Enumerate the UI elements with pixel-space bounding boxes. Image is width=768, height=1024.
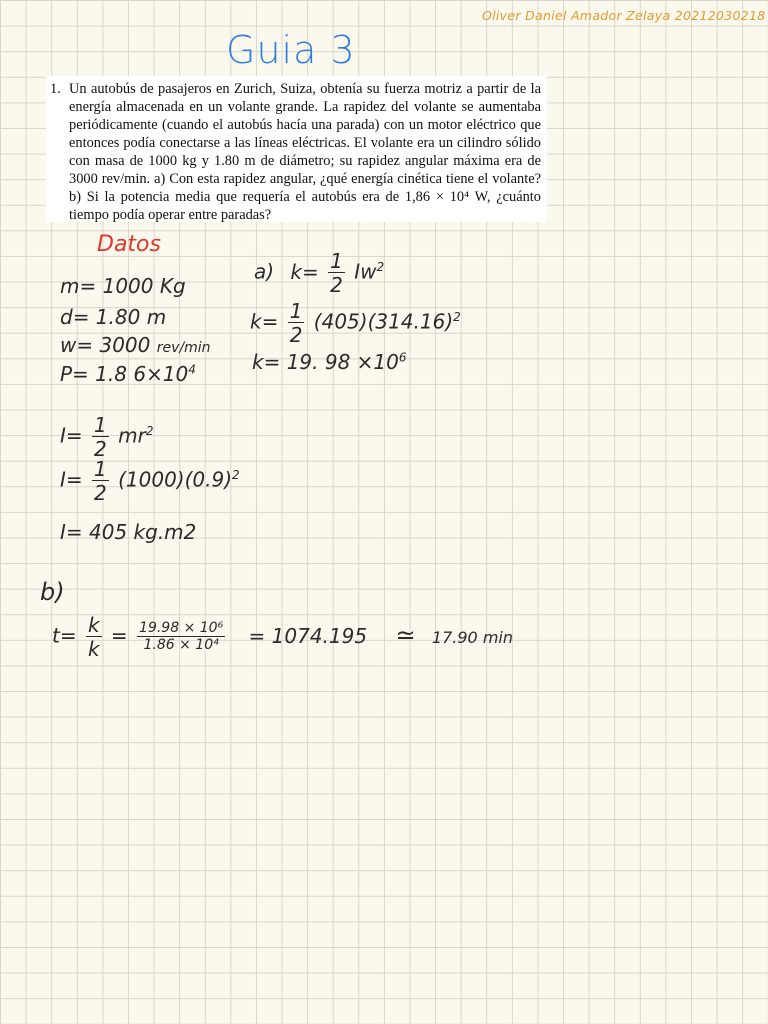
problem-statement xyxy=(46,76,547,222)
part-a-substitution xyxy=(250,300,461,346)
part-a-result-exponent: 6 xyxy=(398,350,407,365)
part-a-formula-exponent: 2 xyxy=(376,259,385,274)
inertia-substitution-lhs: I= xyxy=(60,467,83,492)
part-b-result: = 1074.195 xyxy=(248,623,368,648)
part-b-symbolic-numerator: k xyxy=(87,613,100,637)
datos-diameter: d= 1.80 m xyxy=(60,305,167,329)
part-a-substitution-fraction xyxy=(288,300,305,346)
part-b-symbolic-fraction xyxy=(86,614,102,660)
part-a-result xyxy=(252,350,407,374)
part-b-numeric-denominator: 1.86 × 10⁴ xyxy=(143,637,219,653)
part-a-formula-rhs: Iw xyxy=(354,259,377,284)
part-a-label: a) xyxy=(254,259,275,284)
datos-power xyxy=(60,362,196,386)
part-b-numeric-numerator: 19.98 × 10⁶ xyxy=(139,619,224,636)
part-b-equals: = xyxy=(110,623,128,648)
inertia-formula-numerator: 1 xyxy=(94,413,107,437)
inertia-formula xyxy=(60,414,153,460)
part-a-result-value: k= 19. 98 ×10 xyxy=(252,350,399,374)
part-a-substitution-denominator: 2 xyxy=(289,323,303,347)
inertia-result: I= 405 kg.m2 xyxy=(60,520,197,544)
part-a-formula-fraction xyxy=(328,250,345,296)
inertia-substitution-denominator: 2 xyxy=(94,481,107,505)
datos-angular-speed xyxy=(60,333,211,357)
part-b-calculation xyxy=(52,614,513,660)
author-name-and-id: Oliver Daniel Amador Zelaya 20212030218 xyxy=(482,8,766,23)
part-b-symbolic-denominator: k xyxy=(87,637,100,661)
datos-angular-speed-value: w= 3000 xyxy=(60,333,151,357)
part-a-substitution-exponent: 2 xyxy=(453,309,461,324)
part-b-final: 17.90 min xyxy=(431,627,513,647)
datos-mass: m= 1000 Kg xyxy=(60,274,186,298)
part-a-formula xyxy=(254,250,384,296)
datos-angular-speed-unit: rev/min xyxy=(156,340,211,356)
part-b-lhs: t= xyxy=(52,623,77,648)
problem-number: 1. xyxy=(50,81,61,97)
datos-power-value: P= 1.8 6×10 xyxy=(60,362,189,386)
inertia-formula-lhs: I= xyxy=(60,423,83,448)
part-b-numeric-fraction xyxy=(137,621,225,654)
datos-power-exponent: 4 xyxy=(188,362,196,377)
inertia-substitution-fraction xyxy=(92,458,109,504)
page-title: Guia 3 xyxy=(226,28,356,72)
inertia-substitution-exponent: 2 xyxy=(232,467,240,482)
part-a-substitution-lhs: k= xyxy=(250,309,279,334)
part-a-substitution-numerator: 1 xyxy=(289,299,303,323)
inertia-substitution xyxy=(60,458,240,504)
part-a-substitution-rhs: (405)(314.16) xyxy=(313,309,454,334)
problem-text: Un autobús de pasajeros en Zurich, Suiza, obtenía su fuerza motriz a partir de la energía almacenada en un volante grande. La rapidez del volante se aumentaba periódicamente (cuando el autobús hacía una parada) con un motor eléctrico que entonces podía conectarse a las líneas eléctricas. El volante era un cilindro sólido con masa de 1000 kg y 1.80 m de diámetro; su rapidez angular máxima era de 3000 rev/min. a) Con esta rapidez angular, ¿qué energía cinética tiene el volante? b) Si la potencia media que requería el autobús era de 1,86 × 10⁴ W, ¿cuánto tiempo podía operar entre paradas? xyxy=(69,81,541,223)
inertia-substitution-rhs: (1000)(0.9) xyxy=(118,467,233,492)
part-a-formula-numerator: 1 xyxy=(330,249,343,273)
inertia-substitution-numerator: 1 xyxy=(94,457,107,481)
inertia-formula-fraction xyxy=(92,414,109,460)
inertia-formula-denominator: 2 xyxy=(94,437,107,461)
part-a-formula-lhs: k= xyxy=(290,259,319,284)
part-b-approx: ≃ xyxy=(395,620,416,649)
part-b-label: b) xyxy=(40,578,65,606)
inertia-formula-rhs: mr xyxy=(118,423,146,448)
part-a-formula-denominator: 2 xyxy=(330,273,343,297)
inertia-formula-exponent: 2 xyxy=(145,423,154,438)
datos-heading: Datos xyxy=(97,232,161,257)
